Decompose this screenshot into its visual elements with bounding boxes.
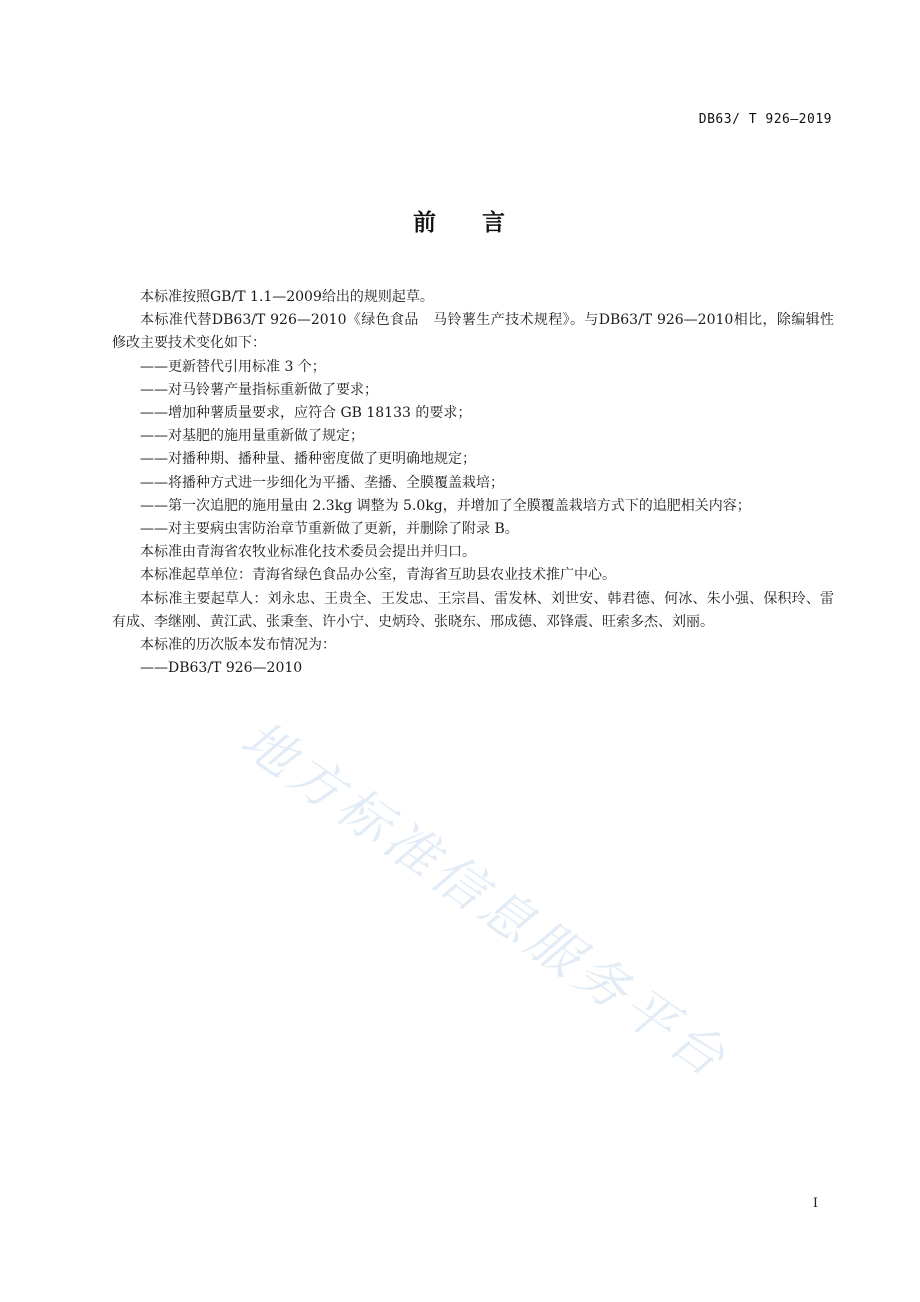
page-title-part2: 言 (482, 210, 507, 236)
paragraph-history-heading: 本标准的历次版本发布情况为： (140, 637, 336, 654)
paragraph-replacement: 本标准代替DB63/T 926—2010《绿色食品 马铃薯生产技术规程》。与DB63/T 926—2010相比，除编辑性修改主要技术变化如下： (112, 312, 834, 352)
change-item: ——对马铃薯产量指标重新做了要求； (140, 381, 378, 398)
change-item: ——对基肥的施用量重新做了规定； (140, 428, 364, 445)
page-title-part1: 前 (413, 210, 438, 236)
change-item: ——更新替代引用标准 3 个； (140, 358, 326, 375)
change-item: ——对播种期、播种量、播种密度做了更明确地规定； (140, 451, 476, 468)
change-item: ——第一次追肥的施用量由 2.3kg 调整为 5.0kg，并增加了全膜覆盖栽培方式下的追肥相关内容； (140, 497, 751, 514)
paragraph-drafters: 本标准主要起草人：刘永忠、王贵全、王发忠、王宗昌、雷发林、刘世安、韩君德、何冰、朱小强、保积玲、雷有成、李继刚、黄江武、张秉奎、许小宁、史炳玲、张晓东、邢成德、邓锋震、旺索多杰、刘丽。 (112, 590, 834, 630)
change-item: ——将播种方式进一步细化为平播、垄播、全膜覆盖栽培； (140, 474, 504, 491)
watermark: 地方标准信息服务平台 (230, 709, 740, 1092)
change-item: ——对主要病虫害防治章节重新做了更新，并删除了附录 B。 (140, 521, 519, 538)
standard-code: DB63/ T 926—2019 (698, 112, 832, 127)
page-title (0, 204, 920, 237)
paragraph-drafting-rules: 本标准按照GB/T 1.1—2009给出的规则起草。 (140, 289, 434, 305)
history-item: ——DB63/T 926—2010 (140, 660, 303, 677)
page-number: I (812, 1196, 818, 1211)
paragraph-proposer: 本标准由青海省农牧业标准化技术委员会提出并归口。 (140, 544, 476, 561)
change-item: ——增加种薯质量要求，应符合 GB 18133 的要求； (140, 405, 472, 422)
paragraph-drafting-units: 本标准起草单位：青海省绿色食品办公室，青海省互助县农业技术推广中心。 (140, 567, 616, 584)
foreword-body (112, 286, 834, 680)
